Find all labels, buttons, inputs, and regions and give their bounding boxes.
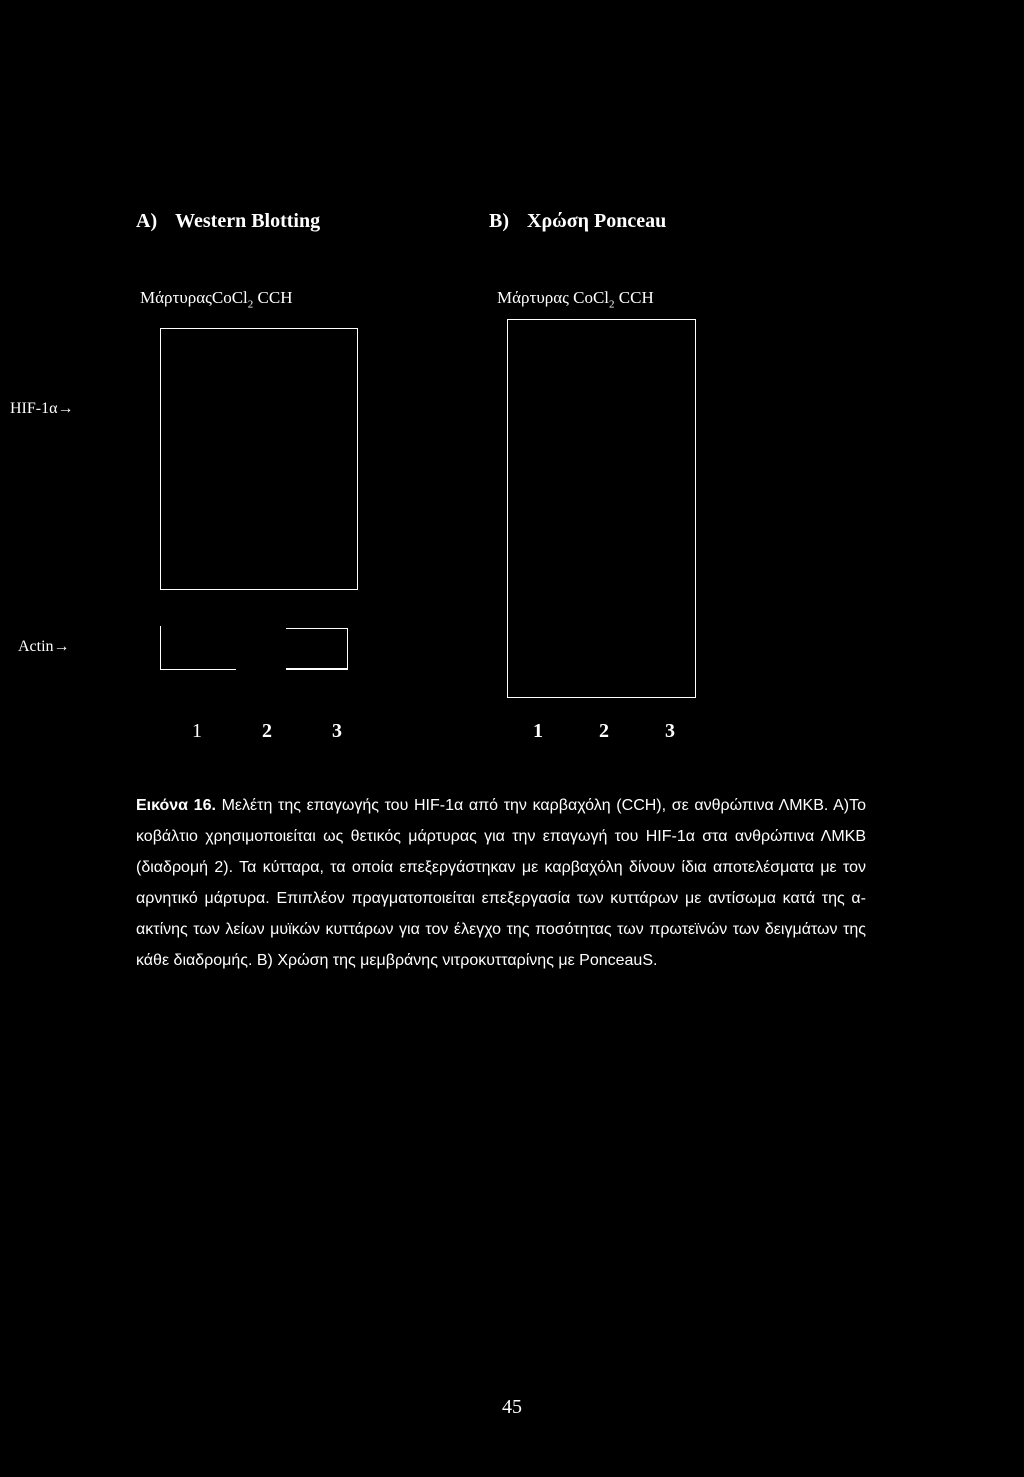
panel-b-lanes-prefix: Μάρτυρας CoCl (497, 288, 610, 307)
panel-b-lane-2: 2 (599, 720, 609, 742)
panel-a-lanes-prefix: ΜάρτυραςCoCl (140, 288, 248, 307)
panel-a-lane-3: 3 (332, 720, 342, 742)
panel-a-lane-1: 1 (192, 720, 202, 742)
panel-a-lanes-header (140, 288, 293, 310)
panel-a-lane-numbers (192, 720, 342, 743)
western-blot-hif-image (160, 328, 358, 590)
panel-b-lane-1: 1 (533, 720, 543, 742)
panel-b-letter: B) (489, 210, 509, 232)
panel-a-title-text: Western Blotting (175, 210, 321, 232)
panel-a-title (136, 210, 320, 233)
panel-a-lanes-suffix: CCH (253, 288, 293, 307)
panel-a-lane-2: 2 (262, 720, 272, 742)
figure-caption (136, 790, 866, 976)
panel-b-lanes-suffix: CCH (614, 288, 654, 307)
panel-b-title (489, 210, 666, 233)
panel-b-lanes-sub: 2 (609, 298, 615, 311)
panel-b-title-text: Χρώση Ponceau (527, 210, 667, 232)
actin-band-label: Actin→ (18, 638, 70, 655)
panel-b-lanes-header (497, 288, 654, 310)
panel-b-lane-3: 3 (665, 720, 675, 742)
western-blot-actin-left (160, 626, 236, 670)
western-blot-actin-bottom-line (286, 668, 348, 670)
page-number: 45 (502, 1396, 522, 1418)
panel-b-lane-numbers (533, 720, 675, 743)
ponceau-stain-image (507, 319, 696, 698)
panel-a-letter: A) (136, 210, 158, 232)
figure-caption-text: Μελέτη της επαγωγής του HIF-1α από την καρβαχόλη (CCH), σε ανθρώπινα ΛΜΚΒ. Α)Το κοβάλτιο χρησιμοποιείται ως θετικός μάρτυρας για την επαγωγή του HIF-1α στα ανθρώπινα ΛΜΚΒ (διαδρομή 2). Τα κύτταρα, τα οποία επεξεργάστηκαν με καρβαχόλη δίνουν ίδια αποτελέσματα με τον αρνητικό μάρτυρα. Επιπλέον πραγματοποιείται επεξεργασία των κυττάρων με αντίσωμα κατά της α-ακτίνης των λείων μυϊκών κυττάρων για τον έλεγχο της ποσότητας των πρωτεϊνών των δειγμάτων της κάθε διαδρομής. Β) Χρώση της μεμβράνης νιτροκυτταρίνης με PonceauS. (136, 797, 867, 969)
figure-label: Εικόνα 16. (136, 797, 216, 814)
western-blot-actin-right (286, 628, 348, 670)
hif-band-label: HIF-1α→ (10, 400, 74, 417)
panel-a-lanes-sub: 2 (247, 298, 254, 311)
